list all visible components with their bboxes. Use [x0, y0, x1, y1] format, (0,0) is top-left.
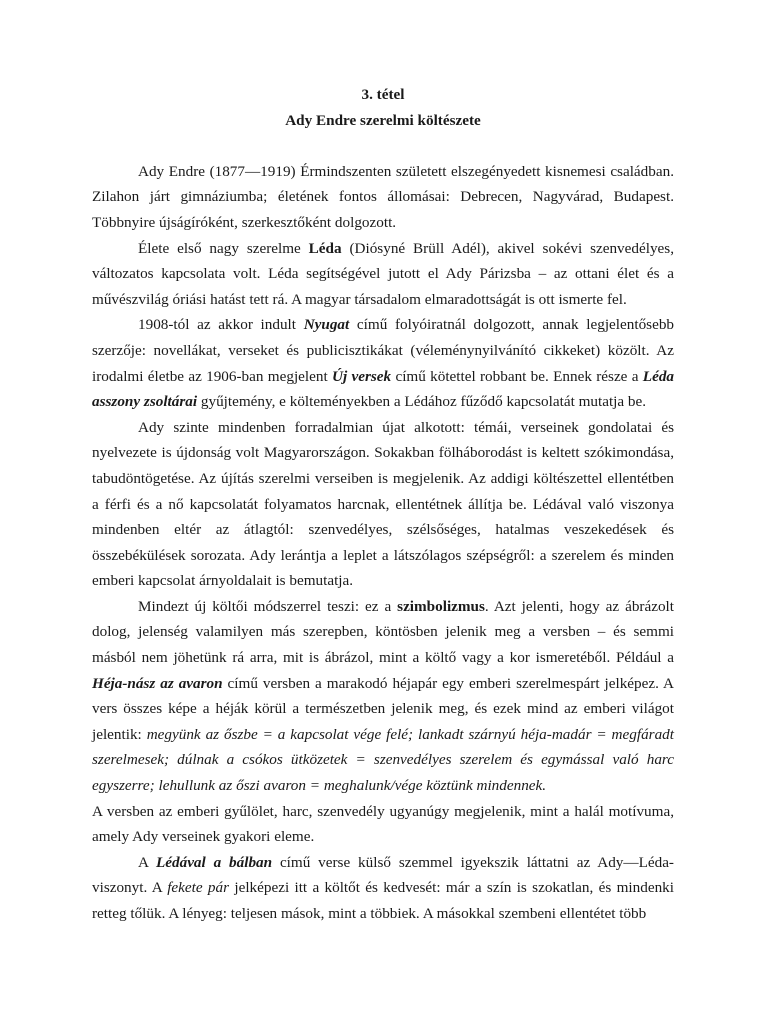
paragraph-text: A versben az emberi gyűlölet, harc, szenvedély ugyanúgy megjelenik, mint a halál motívuma, amely Ady verseinek gyakori eleme. — [92, 802, 674, 846]
document-page — [92, 82, 674, 927]
title-ledaval-a-balban: Lédával a bálban — [155, 853, 273, 871]
bold-szimbolizmus: szimbolizmus — [397, 597, 485, 615]
paragraph-innovation — [92, 415, 674, 594]
text-run: című kötettel robbant be. Ennek része a — [391, 367, 643, 385]
text-run: Mindezt új költői módszerrel teszi: ez a — [138, 597, 398, 615]
title-nyugat: Nyugat — [303, 316, 350, 334]
title-heja-nasz: Héja-nász az avaron — [92, 674, 223, 692]
text-run: . Azt jelenti, hogy az ábrázolt dolog, jelenség valamilyen más szerepben, köntösben jelenik meg a versben – és semmi másból nem jöhetünk rá arra, mit is ábrázol, mint a költő vagy a kor ismeretéből. Például a — [92, 597, 674, 667]
text-run: gyűjtemény, e költeményekben a Lédához fűződő kapcsolatát mutatja be. — [197, 393, 647, 411]
text-run: című folyóiratnál dolgozott, annak legjelentősebb szerzője: novellákat, verseket és publicisztikákat (véleménynyilvánító cikkeket) közölt. Az irodalmi életbe az 1906-ban megjelent — [92, 316, 675, 385]
paragraph-nyugat — [92, 312, 674, 414]
italic-fekete-par: fekete pár — [167, 879, 230, 897]
text-run: 1908-tól az akkor indult — [138, 316, 304, 334]
text-run: A — [138, 853, 156, 871]
document-title: 3. tétel — [361, 86, 405, 103]
paragraph-hatred — [92, 799, 674, 850]
bold-leda: Léda — [308, 239, 342, 257]
document-subtitle: Ady Endre szerelmi költészete — [285, 111, 481, 129]
paragraph-biography — [92, 159, 674, 236]
title-leda-zsoltarai: Léda asszony zsoltárai — [92, 367, 675, 411]
title-uj-versek: Új versek — [332, 367, 392, 385]
text-run: (Diósyné Brüll Adél), akivel sokévi szenvedélyes, változatos kapcsolata volt. Léda segítségével jutott el Ady Párizsba – az ottani élet és a művészvilág óriási hatást tett rá. A magyar társadalom elmaradottságát is ott ismerte fel. — [92, 239, 674, 308]
paragraph-leda — [92, 236, 674, 313]
text-run: című verse külső szemmel igyekszik láttatni az Ady—Léda-viszonyt. A — [92, 853, 674, 897]
text-run: jelképezi itt a költőt és kedvesét: már a szín is szokatlan, és mindenki retteg tőlük. A lényeg: teljesen mások, mint a többiek. A másokkal szembeni ellentétet több — [92, 879, 674, 922]
paragraph-text: Ady szinte mindenben forradalmian újat alkotott: témái, verseinek gondolatai és nyelvezete is újdonság volt Magyarországon. Sokakban fölháborodást is keltett szókimondása, tabudöntögetése. Az újítás szerelmi verseiben is megjelenik. Az addigi költészettel ellentétben a férfi és a nő kapcsolatát folyamatos harcnak, ellentétnek állítja be. Lédával való viszonya mindenben eltér az átlagtól: szenvedélyes, szélsőséges, hatalmas veszekedések és összebékülések sorozata. Ady lerántja a leplet a látszólagos szépségről: a szerelem és minden emberi kapcsolat árnyoldalait is bemutatja. — [92, 418, 674, 590]
text-run: Élete első nagy szerelme — [138, 239, 309, 257]
paragraph-text: Ady Endre (1877—1919) Érmindszenten született elszegényedett kisnemesi családban. Zilahon járt gimnáziumba; életének fontos állomásai: Debrecen, Nagyvárad, Budapest. Többnyire újságíróként, szerkesztőként dolgozott. — [92, 162, 674, 231]
paragraph-ball — [92, 850, 674, 927]
italic-symbol-list: megyünk az őszbe = a kapcsolat vége felé; lankadt szárnyú héja-madár = megfáradt szerelmesek; dúlnak a csókos ütközetek = szenvedélyes szerelem és egymással való harc egyszerre; lehullunk az őszi avaron = meghalunk/vége köztünk mindennek. — [92, 725, 674, 795]
text-run: című versben a marakodó héjapár egy emberi szerelmespárt jelképez. A vers összes képe a héják körül a természetben jelenik meg, és ezek mind az emberi világot jelentik: — [92, 674, 675, 743]
paragraph-symbolism — [92, 594, 674, 799]
